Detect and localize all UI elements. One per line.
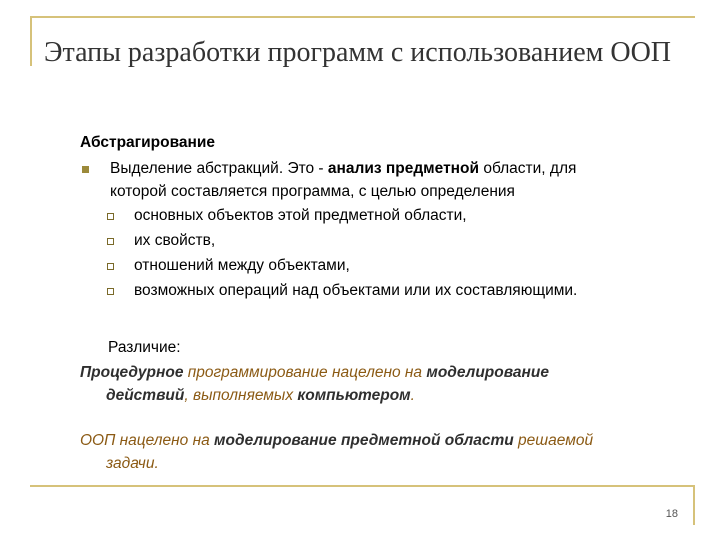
sub-item (104, 278, 700, 303)
procedural-computer: компьютером (297, 387, 411, 404)
procedural-paragraph-cont (80, 384, 700, 407)
oop-text: ООП нацелено на (80, 432, 215, 449)
hollow-square-bullet-icon (107, 288, 114, 295)
procedural-actions: действий (106, 387, 185, 404)
oop-modeling: моделирование предметной области (214, 432, 514, 449)
slide-content (80, 131, 700, 303)
sub-item-text: возможных операций над объектами или их составляющими. (134, 282, 578, 299)
sub-item-text: отношений между объектами, (134, 257, 350, 274)
procedural-modeling: моделирование (426, 364, 549, 381)
oop-paragraph (80, 429, 700, 452)
frame-line-right (693, 485, 695, 525)
square-bullet-icon (82, 166, 89, 173)
procedural-text: программирование нацелено на (183, 364, 427, 381)
main-bullet-bold: анализ предметной (327, 160, 480, 177)
procedural-paragraph (80, 361, 700, 384)
main-bullet-suffix: области, для (479, 160, 577, 177)
frame-line-bottom (30, 485, 695, 487)
section-heading: Абстрагирование (80, 134, 216, 151)
sub-item (104, 203, 700, 228)
sub-item (104, 228, 700, 253)
sub-item-text: их свойств, (134, 232, 216, 249)
oop-text2: решаемой (513, 432, 594, 449)
main-bullet-line2: которой составляется программа, с целью определения (110, 183, 515, 200)
oop-paragraph-cont (80, 452, 700, 475)
sub-item (104, 253, 700, 278)
page-number: 18 (665, 508, 678, 520)
hollow-square-bullet-icon (107, 238, 114, 245)
frame-line-top (30, 16, 695, 18)
main-bullet (80, 157, 700, 203)
procedural-term: Процедурное (80, 364, 184, 381)
hollow-square-bullet-icon (107, 263, 114, 270)
oop-task: задачи. (106, 455, 159, 472)
main-bullet-prefix: Выделение абстракций. Это - (110, 160, 328, 177)
procedural-period: . (410, 387, 415, 404)
hollow-square-bullet-icon (107, 213, 114, 220)
comparison-block (80, 336, 700, 475)
frame-line-left (30, 16, 32, 66)
sub-item-text: основных объектов этой предметной области, (134, 207, 467, 224)
sub-list (104, 203, 700, 303)
procedural-text2: , выполняемых (184, 387, 298, 404)
slide-title: Этапы разработки программ с использованием ООП (44, 37, 672, 68)
difference-label: Различие: (108, 339, 181, 356)
